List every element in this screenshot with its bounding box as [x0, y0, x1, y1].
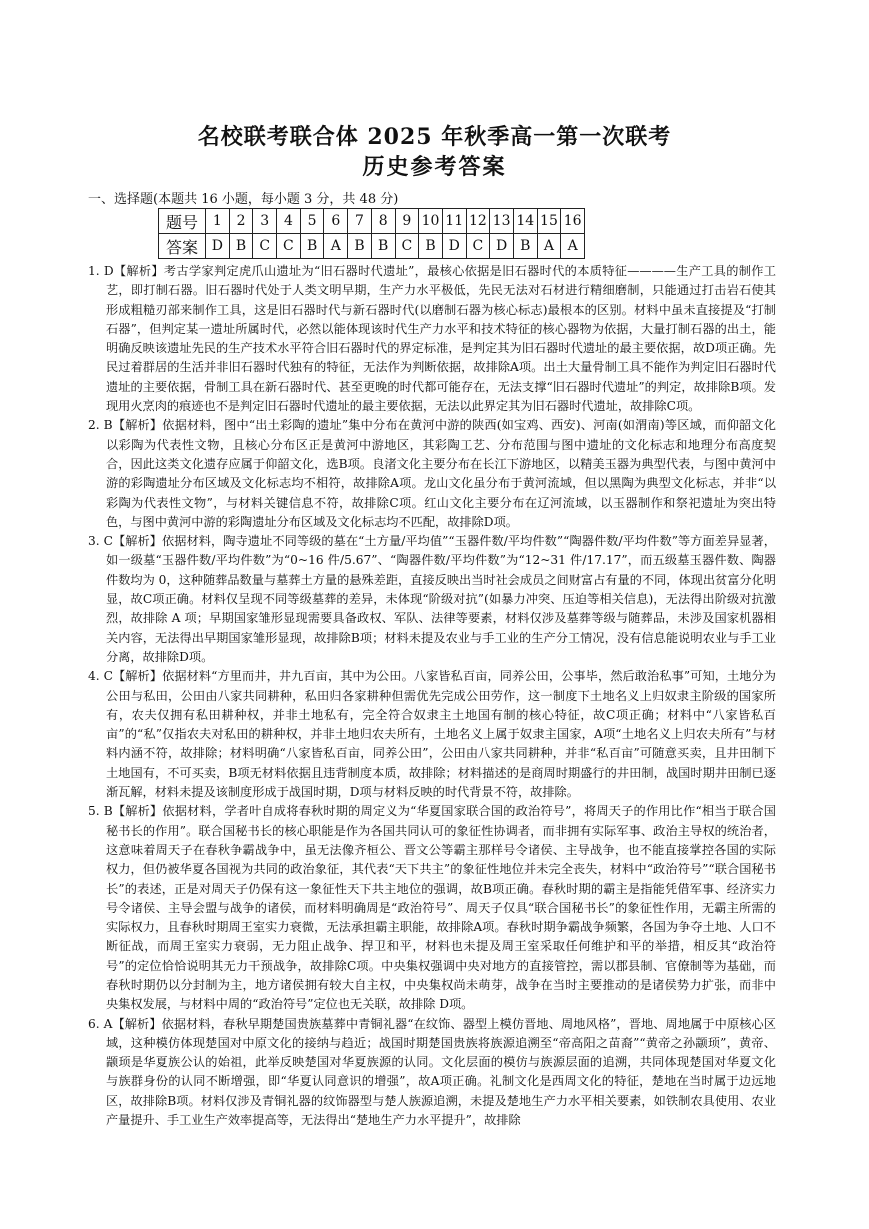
explanation-item-3: 3. C【解析】依据材料，陶寺遗址不同等级的墓在“土方量/平均值”“玉器件数/平均件数”“陶器件数/平均件数”等方面差异显著，如一级墓“玉器件数/平均件数”为“0~16 件/5.67”、“陶器件数/平均件数”为“12~31 件/17.17”，而五级墓玉器件数、陶器件数均为 0，这种随葬品数量与墓葬土方量的悬殊差距，直接反映出当时社会成员之间财富占有量的不同，体现出贫富分化明显，故C项正确。材料仅呈现不同等级墓葬的差异，未体现“阶级对抗”(如暴力冲突、压迫等相关信息)，无法得出阶级对抗激烈，故排除 A 项；早期国家雏形显现需要具备政权、军队、法律等要素，材料仅涉及墓葬等级与随葬品，未涉及国家机器相关内容，无法得出早期国家雏形显现，故排除B项；材料未提及农业与手工业的生产分工情况，没有信息能说明农业与手工业分离，故排除D项。 [88, 534, 776, 664]
answer-cell: B [371, 234, 395, 259]
question-number: 16 [561, 209, 585, 234]
answer-cell: B [513, 234, 537, 259]
explanation-item-5: 5. B【解析】依据材料，学者叶自成将春秋时期的周定义为“华夏国家联合国的政治符号”，将周天子的作用比作“相当于联合国秘书长的作用”。联合国秘书长的核心职能是作为各国共同认可的象征性协调者，而非拥有实际军事、政治主导权的统治者，这意味着周天子在春秋争霸战争中，虽无法像齐桓公、晋文公等霸主那样号令诸侯、主导战争，也不能直接掌控各国的实际权力，但仍被华夏各国视为共同的政治象征，其代表“天下共主”的象征性地位并未完全丧失，材料中“政治符号”“联合国秘书长”的表述，正是对周天子仍保有这一象征性天下共主地位的强调，故B项正确。春秋时期的霸主是指能凭借军事、经济实力号令诸侯、主导会盟与战争的诸侯，而材料明确周是“政治符号”、周天子仅具“联合国秘书长”的象征性作用，无霸主所需的实际权力，且春秋时期周王室实力衰微，无法承担霸主职能，故排除A项。春秋时期争霸战争频繁，各国为争夺土地、人口不断征战，而周王室实力衰弱，无力阻止战争、捍卫和平，材料也未提及周王室采取任何维护和平的举措，相反其“政治符号”的定位恰恰说明其无力干预战争，故排除C项。中央集权强调中央对地方的直接管控，需以郡县制、官僚制等为基础，而春秋时期仍以分封制为主，地方诸侯拥有较大自主权，中央集权尚未萌芽，战争在当时主要推动的是诸侯势力扩张，而非中央集权发展，与材料中周的“政治符号”定位也无关联，故排除 D项。 [88, 804, 776, 1012]
page-title: 名校联考联合体 2025 年秋季高一第一次联考 [197, 124, 672, 150]
question-number: 5 [300, 209, 324, 234]
explanation-item-4: 4. C【解析】依据材料“方里而井，井九百亩，其中为公田。八家皆私百亩，同养公田，公事毕，然后敢治私事”可知，土地分为公田与私田，公田由八家共同耕种，私田归各家耕种但需优先完成公田劳作，这一制度下土地名义上归奴隶主阶级的国家所有，农夫仅拥有私田耕种权，并非土地私有，完全符合奴隶主土地国有制的核心特征，故C项正确；材料中“八家皆私百亩”的“私”仅指农夫对私田的耕种权，并非土地归农夫所有，土地名义上属于奴隶主国家，A项“土地名义上归农夫所有”与材料内涵不符，故排除；材料明确“八家皆私百亩，同养公田”，公田由八家共同耕种，并非“私百亩”可随意买卖，且井田制下土地国有，不可买卖，B项无材料依据且违背制度本质，故排除；材料描述的是商周时期盛行的井田制，战国时期井田制已逐渐瓦解，材料未提及该制度形成于战国时期，D项与材料反映的时代背景不符，故排除。 [88, 669, 776, 800]
page-subtitle: 历史参考答案 [362, 154, 507, 180]
answer-cell: A [561, 234, 585, 259]
question-number: 14 [513, 209, 537, 234]
explanation-item-2: 2. B【解析】依据材料，图中“出土彩陶的遗址”集中分布在黄河中游的陕西(如宝鸡、西安)、河南(如渭南)等区域，而仰韶文化以彩陶为代表性文物，且核心分布区正是黄河中游地区，其彩陶工艺、分布范围与图中遗址的文化标志和地理分布高度契合，因此这类文化遗存应属于仰韶文化，选B项。良渚文化主要分布在长江下游地区，以精美玉器为典型代表，与图中黄河中游的彩陶遗址分布区域及文化标志均不相符，故排除A项。龙山文化虽分布于黄河流域，但以黑陶为典型文化标志，并非“以彩陶为代表性文物”，与材料关键信息不符，故排除C项。红山文化主要分布在辽河流域，以玉器制作和祭祀遗址为突出特色，与图中黄河中游的彩陶遗址分布区域及文化标志均不匹配，故排除D项。 [88, 418, 776, 529]
question-number: 12 [466, 209, 490, 234]
answer-cell: C [466, 234, 490, 259]
explanation-item-6: 6. A【解析】依据材料，春秋早期楚国贵族墓葬中青铜礼器“在纹饰、器型上模仿晋地、周地风格”，晋地、周地属于中原核心区域，这种模仿体现楚国对中原文化的接纳与趋近；战国时期楚国贵族将族源追溯至“帝高阳之苗裔”“黄帝之孙颛顼”，黄帝、颛顼是华夏族公认的始祖，此举反映楚国对华夏族源的认同。文化层面的模仿与族源层面的追溯，共同体现楚国对华夏文化与族群身份的认同不断增强，即“华夏认同意识的增强”，故A项正确。礼制文化是西周文化的特征，楚地在当时属于边远地区，故排除B项。材料仅涉及青铜礼器的纹饰器型与楚人族源追溯，未提及楚地生产力水平相关要素，如铁制农具使用、农业产量提升、手工业生产效率提高等，无法得出“楚地生产力水平提升”，故排除 [88, 1016, 776, 1128]
answer-cell: C [395, 234, 419, 259]
explanation-item-1: 1. D【解析】考古学家判定虎爪山遗址为“旧石器时代遗址”，最核心依据是旧石器时代的本质特征————生产工具的制作工艺，即打制石器。旧石器时代处于人类文明早期，生产力水平极低，先民无法对石材进行精细磨制，只能通过打击岩石使其形成粗糙刃部来制作工具，这是旧石器时代与新石器时代(以磨制石器为核心标志)最根本的区别。材料中虽未直接提及“打制石器”，但判定某一遗址所属时代，必然以能体现该时代生产力水平和技术特征的核心器物为依据，大量打制石器的出土，能明确反映该遗址先民的生产技术水平符合旧石器时代的界定标准，是判定其为旧石器时代遗址的最主要依据，故D项正确。先民过着群居的生活并非旧石器时代独有的特征，无法作为判断依据，故排除A项。出土大量骨制工具不能作为判定旧石器时代遗址的主要依据，骨制工具在新石器时代、甚至更晚的时代都可能存在，无法支撑“旧石器时代遗址”的判定，故排除B项。发现用火烹肉的痕迹也不是判定旧石器时代遗址的最主要依据，无法以此界定其为旧石器时代遗址，故排除C项。 [88, 264, 776, 414]
row-label-number: 题号 [159, 209, 206, 234]
answer-cell: B [300, 234, 324, 259]
question-number: 10 [419, 209, 443, 234]
question-number: 15 [537, 209, 561, 234]
question-number: 6 [324, 209, 348, 234]
answer-cell: B [229, 234, 253, 259]
answer-cell: C [253, 234, 277, 259]
answer-table [158, 208, 585, 259]
answer-cell: B [348, 234, 372, 259]
question-number: 9 [395, 209, 419, 234]
explanation-list [88, 262, 776, 1130]
question-number: 8 [371, 209, 395, 234]
question-number: 13 [490, 209, 514, 234]
answer-cell: B [419, 234, 443, 259]
answer-cell: D [442, 234, 466, 259]
answer-cell: A [324, 234, 348, 259]
row-label-answer: 答案 [159, 234, 206, 259]
answer-cell: D [206, 234, 230, 259]
question-number: 7 [348, 209, 372, 234]
question-number-row [159, 209, 585, 234]
question-number: 11 [442, 209, 466, 234]
question-number: 3 [253, 209, 277, 234]
answer-cell: D [490, 234, 514, 259]
answer-cell: C [277, 234, 301, 259]
answer-cell: A [537, 234, 561, 259]
section-heading: 一、选择题(本题共 16 小题，每小题 3 分，共 48 分) [88, 192, 399, 207]
answer-row [159, 234, 585, 259]
question-number: 1 [206, 209, 230, 234]
question-number: 2 [229, 209, 253, 234]
question-number: 4 [277, 209, 301, 234]
